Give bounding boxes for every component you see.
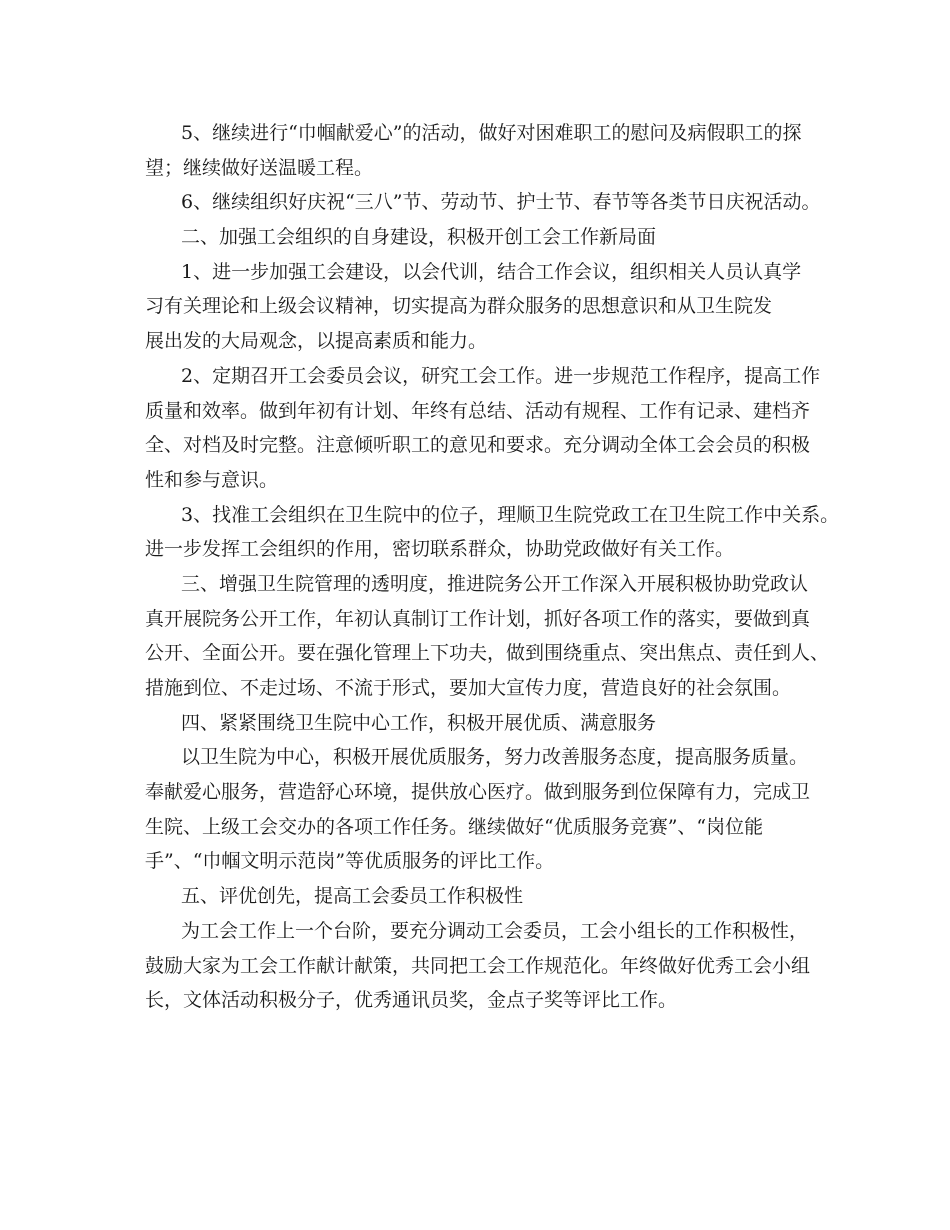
text-line: 五、评优创先，提高工会委员工作积极性 (181, 885, 524, 908)
text-line: 以卫生院为中心，积极开展优质服务，努力改善服务态度，提高服务质量。 (181, 746, 809, 769)
text-line: 四、紧紧围绕卫生院中心工作，积极开展优质、满意服务 (181, 711, 657, 734)
text-line: 手”、“巾帼文明示范岗”等优质服务的评比工作。 (145, 850, 555, 873)
text-line: 6、继续组织好庆祝“三八”节、劳动节、护士节、春节等各类节日庆祝活动。 (181, 191, 821, 214)
text-line: 为工会工作上一个台阶，要充分调动工会委员，工会小组长的工作积极性， (181, 919, 809, 942)
text-line: 1、进一步加强工会建设，以会代训，结合工作会议，组织相关人员认真学 (181, 260, 802, 283)
text-line: 全、对档及时完整。注意倾听职工的意见和要求。充分调动全体工会会员的积极 (145, 434, 811, 457)
text-line: 望；继续做好送温暖工程。 (145, 156, 374, 179)
text-line: 三、增强卫生院管理的透明度，推进院务公开工作深入开展积极协助党政认 (181, 572, 809, 595)
document-body (145, 120, 840, 1022)
text-line: 真开展院务公开工作，年初认真制订工作计划，抓好各项工作的落实，要做到真 (145, 607, 811, 630)
text-line: 5、继续进行“巾帼献爱心”的活动，做好对困难职工的慰问及病假职工的探 (181, 122, 802, 144)
text-line: 措施到位、不走过场、不流于形式，要加大宣传力度，营造良好的社会氛围。 (145, 677, 792, 699)
text-line: 质量和效率。做到年初有计划、年终有总结、活动有规程、工作有记录、建档齐 (145, 399, 811, 422)
text-line: 展出发的大局观念，以提高素质和能力。 (145, 330, 488, 353)
text-line: 进一步发挥工会组织的作用，密切联系群众，协助党政做好有关工作。 (145, 538, 735, 561)
text-line: 奉献爱心服务，营造舒心环境，提供放心医疗。做到服务到位保障有力，完成卫 (145, 781, 811, 804)
text-line: 公开、全面公开。要在强化管理上下功夫，做到围绕重点、突出焦点、责任到人、 (145, 642, 830, 665)
text-line: 3、找准工会组织在卫生院中的位子，理顺卫生院党政工在卫生院工作中关系。 (181, 503, 840, 526)
text-line: 性和参与意识。 (145, 468, 279, 491)
text-line: 习有关理论和上级会议精神，切实提高为群众服务的思想意识和从卫生院发 (145, 295, 773, 318)
text-line: 2、定期召开工会委员会议，研究工会工作。进一步规范工作程序，提高工作 (181, 364, 821, 387)
text-line: 鼓励大家为工会工作献计献策，共同把工会工作规范化。年终做好优秀工会小组 (145, 954, 811, 977)
text-line: 二、加强工会组织的自身建设，积极开创工会工作新局面 (181, 226, 657, 249)
text-line: 生院、上级工会交办的各项工作任务。继续做好“优质服务竞赛”、“岗位能 (145, 815, 764, 838)
text-line: 长，文体活动积极分子，优秀通讯员奖，金点子奖等评比工作。 (145, 989, 678, 1012)
